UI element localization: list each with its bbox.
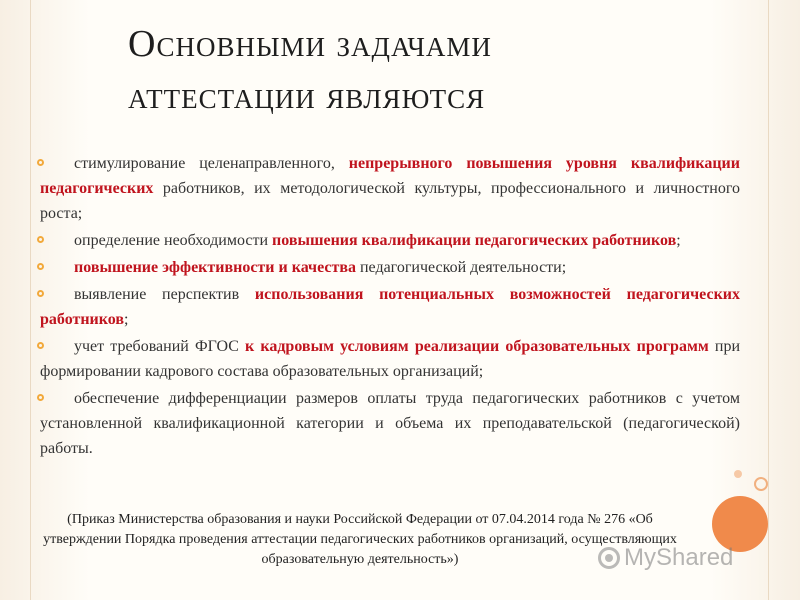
- plain-text: ;: [676, 232, 681, 249]
- list-item-text: [40, 386, 740, 461]
- plain-text: определение необходимости: [74, 232, 273, 249]
- title-line-1: Основными задачами: [128, 23, 492, 65]
- list-item: [40, 255, 740, 280]
- list-item: [40, 228, 740, 253]
- list-item: [40, 334, 740, 384]
- bullet-circle-icon: [37, 236, 44, 243]
- list-item: [40, 282, 740, 332]
- list-item-text: [40, 334, 740, 384]
- decorative-dot: [734, 470, 742, 478]
- list-item-text: [40, 282, 740, 332]
- highlighted-text: использования потенциальных возможностей педагогических работников: [40, 286, 741, 328]
- plain-text: стимулирование целенаправленного,: [74, 155, 349, 172]
- decorative-ring: [754, 477, 768, 491]
- list-item: [40, 386, 740, 461]
- highlighted-text: повышение эффективности и качества: [74, 259, 356, 276]
- highlighted-text: повышения квалификации педагогических работников: [272, 232, 677, 249]
- highlighted-text: непрерывного повышения уровня квалификации педагогических: [40, 155, 740, 197]
- watermark: [598, 540, 768, 576]
- list-item-text: [40, 228, 740, 253]
- plain-text: работников, их методологической культуры, профессионального и личностного роста;: [40, 180, 740, 222]
- highlighted-text: к кадровым условиям реализации образовательных программ: [245, 338, 709, 355]
- watermark-text: MyShared: [624, 544, 734, 571]
- title-line-2: аттестации являются: [128, 75, 486, 117]
- list-item-text: [40, 255, 740, 280]
- plain-text: учет требований ФГОС: [74, 338, 246, 355]
- list-item: [40, 151, 740, 226]
- task-list: [40, 151, 740, 463]
- bullet-circle-icon: [37, 342, 44, 349]
- list-item-text: [40, 151, 740, 226]
- bullet-circle-icon: [37, 290, 44, 297]
- plain-text: обеспечение дифференциации размеров оплаты труда педагогических работников с учетом установленной квалификационной категории и объема их преподавательской (педагогической) работы.: [40, 390, 740, 457]
- frame-line-right: [768, 0, 769, 600]
- bullet-circle-icon: [37, 394, 44, 401]
- bullet-circle-icon: [37, 159, 44, 166]
- plain-text: при формировании кадрового состава образовательных организаций;: [40, 338, 741, 380]
- plain-text: ;: [124, 311, 129, 328]
- plain-text: выявление перспектив: [74, 286, 255, 303]
- slide-title: [128, 18, 688, 122]
- myshared-logo-icon: [598, 547, 620, 569]
- plain-text: педагогической деятельности;: [355, 259, 567, 276]
- footnote-citation: (Приказ Министерства образования и науки Российской Федерации от 07.04.2014 года № 276 «Об утверждении Порядка проведения аттестации педагогических работников организаций, осуществляющих образовательную деятельность»): [43, 512, 677, 567]
- bullet-circle-icon: [37, 263, 44, 270]
